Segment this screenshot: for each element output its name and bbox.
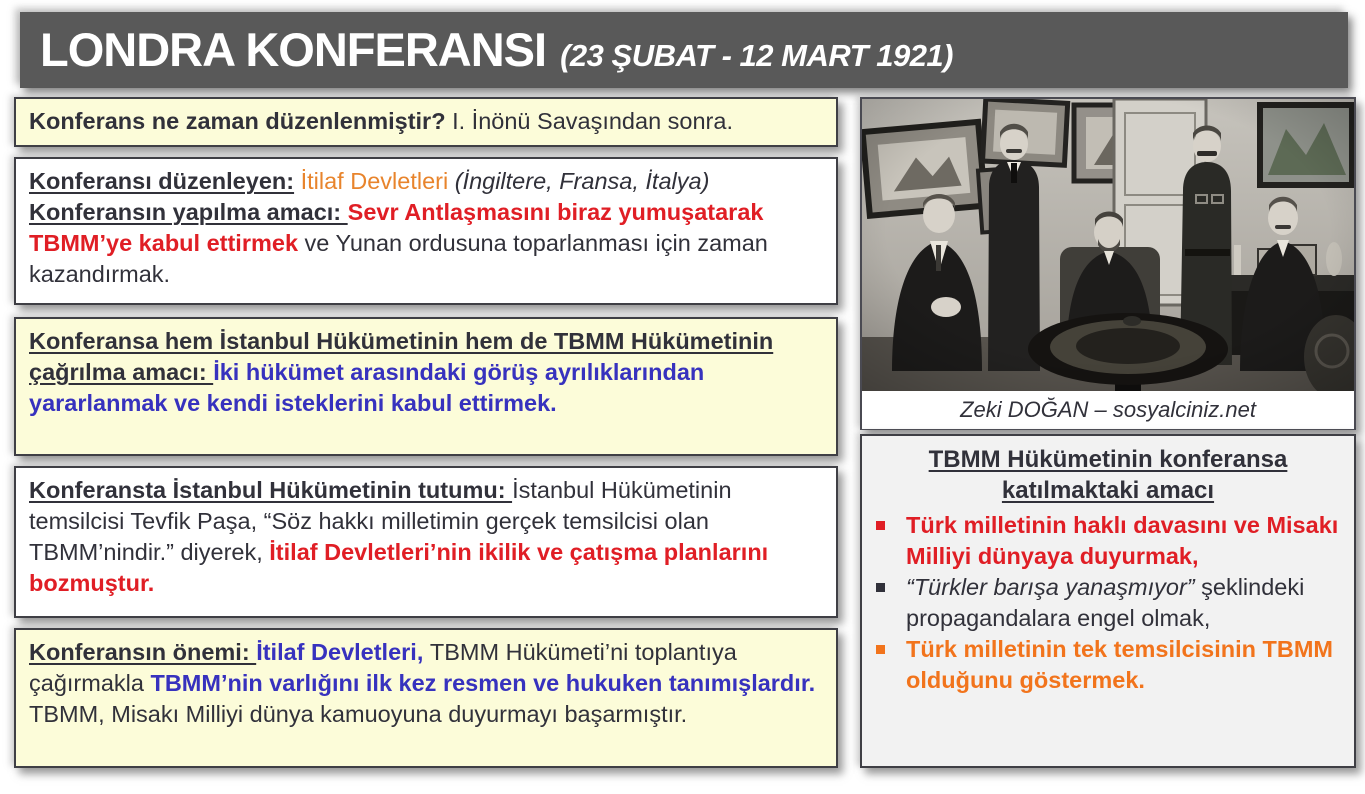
- invitation-paragraph: [29, 326, 823, 419]
- list-item: [876, 634, 1344, 696]
- text-run: ve Yunan ordusuna toparlanması için zaman kazandırmak.: [29, 230, 768, 287]
- page-title: LONDRA KONFERANSI: [40, 23, 547, 76]
- conference-photo-box: [860, 97, 1356, 430]
- aims-list: [872, 510, 1344, 696]
- text-run: Konferansın önemi:: [29, 639, 257, 665]
- when-box: [14, 97, 838, 147]
- text-run: Konferansa hem İstanbul Hükümetinin hem de TBMM Hükümetinin çağrılma amacı:: [29, 328, 774, 385]
- when-paragraph: [29, 106, 823, 137]
- text-run: Sevr Antlaşmasını biraz yumuşatarak TBMM’ye kabul ettirmek: [29, 199, 764, 256]
- conference-photo: [862, 99, 1354, 391]
- text-run: TBMM Hükümeti’ni toplantıya çağırmakla: [29, 639, 737, 696]
- text-run: Türk milletinin tek temsilcisinin TBMM olduğunu göstermek.: [906, 636, 1333, 693]
- text-run: Konferans ne zaman düzenlenmiştir?: [29, 108, 446, 134]
- text-run: TBMM’nin varlığını ilk kez resmen ve hukuken tanımışlardır.: [150, 670, 816, 696]
- importance-paragraph: [29, 637, 823, 699]
- aims-heading: TBMM Hükümetinin konferansa katılmaktaki amacı: [928, 446, 1288, 504]
- bullet-marker: [876, 572, 906, 592]
- text-run: İtilaf Devletleri’nin ikilik ve çatışma planlarını bozmuştur.: [29, 539, 769, 596]
- bullet-marker: [876, 634, 906, 654]
- bullet-marker: [876, 510, 906, 530]
- text-run: TBMM, Misakı Milliyi dünya kamuoyuna duyurmayı başarmıştır.: [29, 701, 688, 727]
- invitation-box: [14, 317, 838, 456]
- tbmm-aims-box: [860, 434, 1356, 768]
- text-run: “Türkler barışa yanaşmıyor”: [906, 574, 1195, 600]
- text-run: I. İnönü Savaşından sonra.: [445, 108, 733, 134]
- text-run: İstanbul Hükümetinin temsilcisi Tevfik Paşa, “Söz hakkı milletimin gerçek temsilcisi olan TBMM’nindir.” diyerek,: [29, 477, 732, 565]
- istanbul-attitude-box: [14, 466, 838, 618]
- importance-box: [14, 628, 838, 768]
- page-subtitle: (23 ŞUBAT - 12 MART 1921): [560, 38, 954, 73]
- list-item: [876, 510, 1344, 572]
- text-run: İki hükümet arasındaki görüş ayrılıklarından yararlanmak ve kendi isteklerini kabul ettirmek.: [29, 359, 705, 416]
- text-run: Konferansta İstanbul Hükümetinin tutumu:: [29, 477, 513, 503]
- header-bar: [20, 12, 1348, 88]
- text-run: (İngiltere, Fransa, İtalya): [454, 168, 710, 194]
- organizer-box: [14, 157, 838, 305]
- text-run: İtilaf Devletleri: [294, 168, 455, 194]
- text-run: Konferansı düzenleyen:: [29, 168, 295, 194]
- photo-caption: [862, 391, 1354, 429]
- text-run: İtilaf Devletleri,: [256, 639, 430, 665]
- purpose-paragraph: [29, 197, 823, 290]
- photo-caption-text: Zeki DOĞAN – sosyalciniz.net: [960, 397, 1256, 422]
- text-run: Konferansın yapılma amacı:: [29, 199, 348, 225]
- bullet-text: [906, 572, 1344, 634]
- text-run: şeklindeki propagandalara engel olmak,: [906, 574, 1305, 631]
- misak-paragraph: [29, 699, 823, 730]
- text-run: Türk milletinin haklı davasını ve Misakı Milliyi dünyaya duyurmak,: [906, 512, 1339, 569]
- list-item: [876, 572, 1344, 634]
- organizer-paragraph: [29, 166, 823, 197]
- attitude-paragraph: [29, 475, 823, 599]
